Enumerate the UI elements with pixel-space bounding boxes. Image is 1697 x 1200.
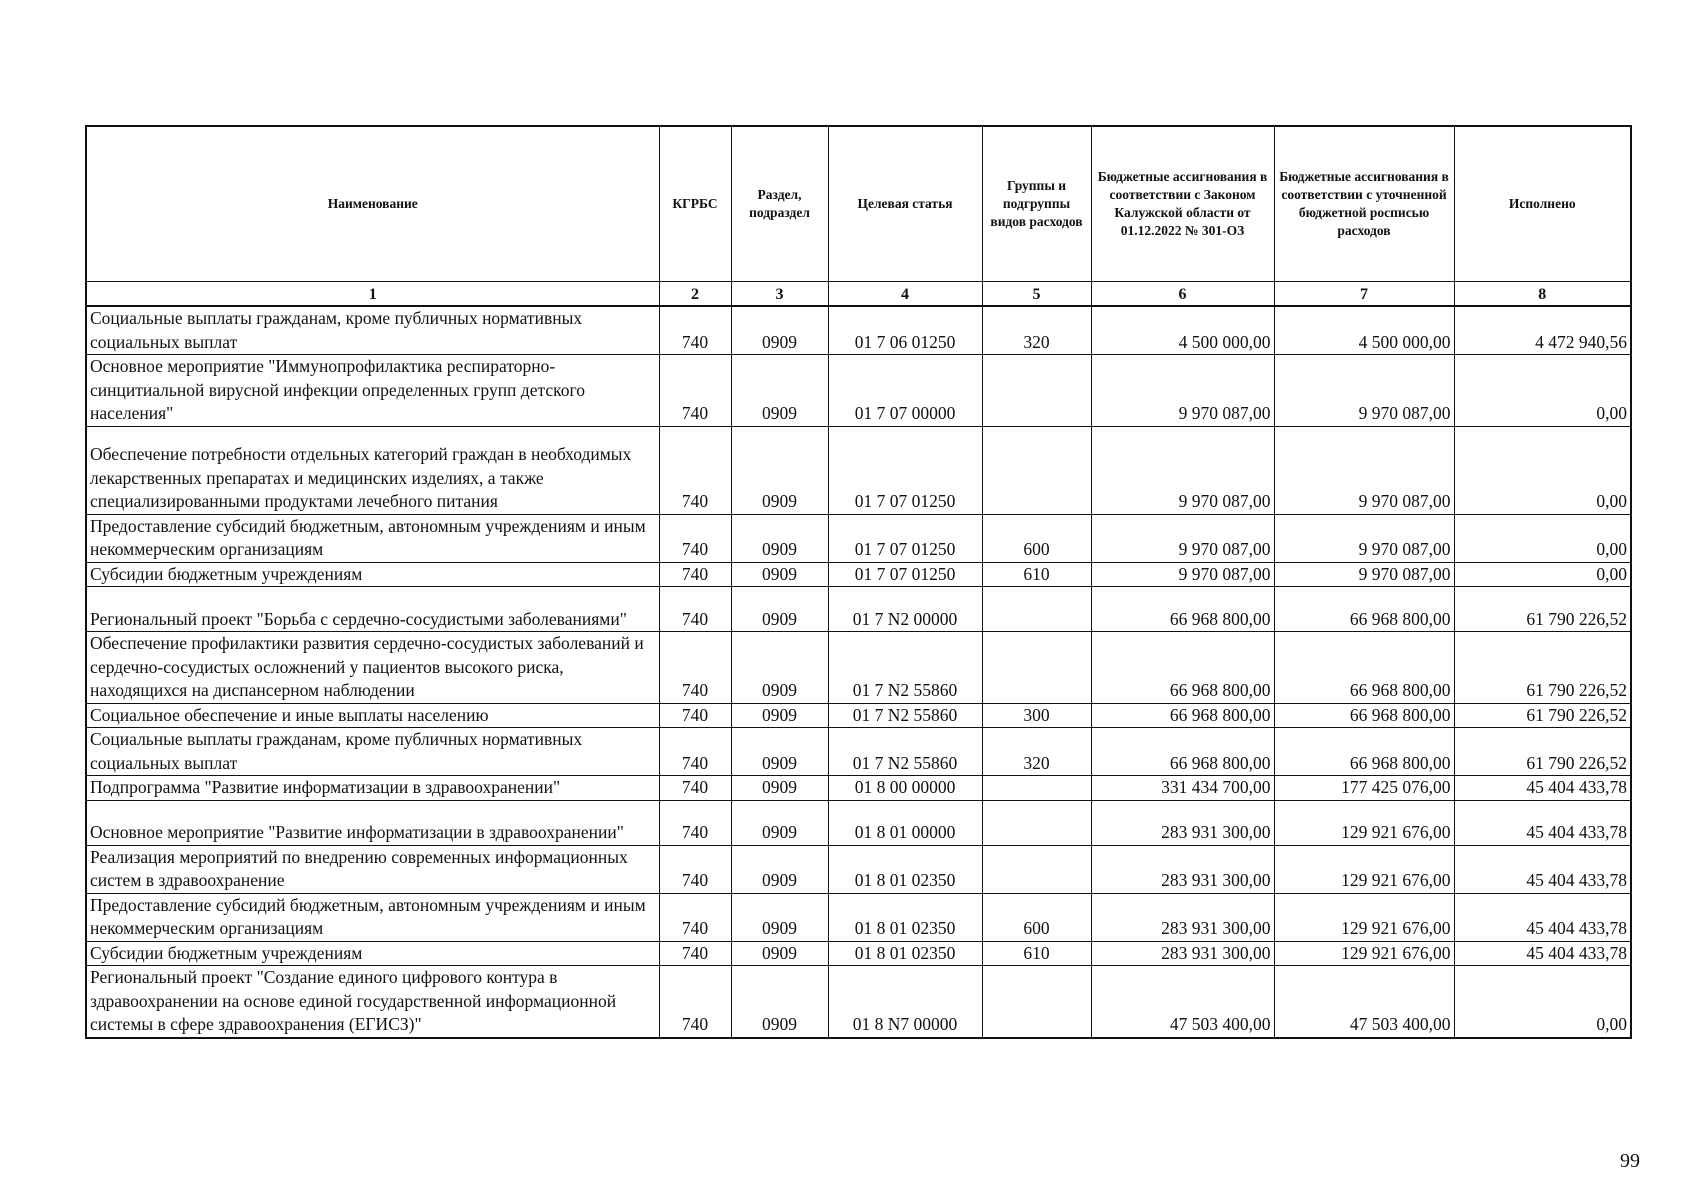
cell-target-article: 01 7 07 00000 (828, 355, 982, 427)
table-row (86, 514, 1631, 562)
column-number: 4 (828, 282, 982, 307)
cell-law-allocation: 9 970 087,00 (1091, 355, 1274, 427)
cell-target-article: 01 7 N2 55860 (828, 728, 982, 776)
cell-executed: 45 404 433,78 (1454, 893, 1631, 941)
cell-kgrbs: 740 (659, 632, 731, 704)
cell-name: Социальное обеспечение и иные выплаты населению (86, 703, 659, 728)
cell-refined-allocation: 129 921 676,00 (1274, 941, 1454, 966)
cell-executed: 0,00 (1454, 966, 1631, 1038)
cell-name: Региональный проект "Борьба с сердечно-сосудистыми заболеваниями" (86, 587, 659, 632)
cell-expense-group: 600 (982, 893, 1091, 941)
table-body (86, 306, 1631, 1038)
cell-kgrbs: 740 (659, 703, 731, 728)
cell-executed: 4 472 940,56 (1454, 306, 1631, 355)
cell-name: Социальные выплаты гражданам, кроме публичных нормативных социальных выплат (86, 728, 659, 776)
cell-expense-group: 610 (982, 941, 1091, 966)
cell-kgrbs: 740 (659, 800, 731, 845)
table-row (86, 776, 1631, 801)
column-number: 3 (731, 282, 828, 307)
cell-expense-group: 320 (982, 306, 1091, 355)
cell-name: Предоставление субсидий бюджетным, автономным учреждениям и иным некоммерческим организациям (86, 514, 659, 562)
cell-name: Обеспечение профилактики развития сердечно-сосудистых заболеваний и сердечно-сосудистых осложнений у пациентов высокого риска, находящихся на диспансерном наблюдении (86, 632, 659, 704)
cell-target-article: 01 8 00 00000 (828, 776, 982, 801)
cell-expense-group (982, 800, 1091, 845)
cell-kgrbs: 740 (659, 941, 731, 966)
cell-section: 0909 (731, 893, 828, 941)
cell-target-article: 01 7 N2 00000 (828, 587, 982, 632)
cell-expense-group (982, 966, 1091, 1038)
cell-law-allocation: 66 968 800,00 (1091, 703, 1274, 728)
cell-executed: 45 404 433,78 (1454, 845, 1631, 893)
cell-kgrbs: 740 (659, 845, 731, 893)
column-number: 2 (659, 282, 731, 307)
cell-law-allocation: 9 970 087,00 (1091, 426, 1274, 514)
cell-executed: 45 404 433,78 (1454, 776, 1631, 801)
cell-expense-group: 600 (982, 514, 1091, 562)
column-number: 7 (1274, 282, 1454, 307)
cell-section: 0909 (731, 426, 828, 514)
cell-section: 0909 (731, 845, 828, 893)
table-row (86, 355, 1631, 427)
cell-law-allocation: 283 931 300,00 (1091, 941, 1274, 966)
cell-refined-allocation: 129 921 676,00 (1274, 845, 1454, 893)
cell-refined-allocation: 47 503 400,00 (1274, 966, 1454, 1038)
cell-refined-allocation: 66 968 800,00 (1274, 703, 1454, 728)
cell-refined-allocation: 4 500 000,00 (1274, 306, 1454, 355)
cell-section: 0909 (731, 703, 828, 728)
cell-expense-group: 610 (982, 562, 1091, 587)
cell-section: 0909 (731, 562, 828, 587)
cell-law-allocation: 9 970 087,00 (1091, 562, 1274, 587)
cell-name: Региональный проект "Создание единого цифрового контура в здравоохранении на основе единой государственной информационной системы в сфере здравоохранения (ЕГИСЗ)" (86, 966, 659, 1038)
cell-law-allocation: 9 970 087,00 (1091, 514, 1274, 562)
cell-section: 0909 (731, 941, 828, 966)
cell-section: 0909 (731, 966, 828, 1038)
cell-executed: 0,00 (1454, 514, 1631, 562)
cell-section: 0909 (731, 514, 828, 562)
cell-name: Социальные выплаты гражданам, кроме публичных нормативных социальных выплат (86, 306, 659, 355)
cell-section: 0909 (731, 728, 828, 776)
page-number: 99 (1620, 1150, 1640, 1172)
cell-law-allocation: 47 503 400,00 (1091, 966, 1274, 1038)
budget-execution-table (85, 125, 1632, 1039)
column-number: 1 (86, 282, 659, 307)
cell-expense-group: 300 (982, 703, 1091, 728)
cell-refined-allocation: 66 968 800,00 (1274, 587, 1454, 632)
table-row (86, 966, 1631, 1038)
cell-refined-allocation: 9 970 087,00 (1274, 514, 1454, 562)
table-row (86, 703, 1631, 728)
cell-law-allocation: 331 434 700,00 (1091, 776, 1274, 801)
cell-kgrbs: 740 (659, 893, 731, 941)
cell-name: Подпрограмма "Развитие информатизации в здравоохранении" (86, 776, 659, 801)
cell-refined-allocation: 129 921 676,00 (1274, 800, 1454, 845)
table-row (86, 587, 1631, 632)
cell-expense-group (982, 355, 1091, 427)
cell-section: 0909 (731, 632, 828, 704)
cell-kgrbs: 740 (659, 728, 731, 776)
table-row (86, 728, 1631, 776)
cell-target-article: 01 8 01 00000 (828, 800, 982, 845)
cell-expense-group (982, 632, 1091, 704)
cell-kgrbs: 740 (659, 306, 731, 355)
cell-executed: 45 404 433,78 (1454, 800, 1631, 845)
table-row (86, 426, 1631, 514)
cell-target-article: 01 7 N2 55860 (828, 632, 982, 704)
cell-executed: 0,00 (1454, 562, 1631, 587)
cell-law-allocation: 66 968 800,00 (1091, 587, 1274, 632)
cell-refined-allocation: 9 970 087,00 (1274, 562, 1454, 587)
cell-expense-group: 320 (982, 728, 1091, 776)
table-row (86, 845, 1631, 893)
header-law-allocations: Бюджетные ассигнования в соответствии с Законом Калужской области от 01.12.2022 № 301-ОЗ (1091, 126, 1274, 282)
header-executed: Исполнено (1454, 126, 1631, 282)
header-expense-groups: Группы и подгруппы видов расходов (982, 126, 1091, 282)
cell-kgrbs: 740 (659, 426, 731, 514)
cell-target-article: 01 7 07 01250 (828, 562, 982, 587)
cell-law-allocation: 283 931 300,00 (1091, 800, 1274, 845)
cell-law-allocation: 4 500 000,00 (1091, 306, 1274, 355)
cell-target-article: 01 8 01 02350 (828, 893, 982, 941)
column-number: 5 (982, 282, 1091, 307)
header-row (86, 126, 1631, 282)
cell-name: Субсидии бюджетным учреждениям (86, 562, 659, 587)
cell-executed: 61 790 226,52 (1454, 587, 1631, 632)
cell-executed: 61 790 226,52 (1454, 703, 1631, 728)
cell-expense-group (982, 845, 1091, 893)
column-number: 6 (1091, 282, 1274, 307)
cell-target-article: 01 7 07 01250 (828, 514, 982, 562)
cell-refined-allocation: 66 968 800,00 (1274, 632, 1454, 704)
cell-name: Реализация мероприятий по внедрению современных информационных систем в здравоохранение (86, 845, 659, 893)
cell-refined-allocation: 9 970 087,00 (1274, 355, 1454, 427)
cell-target-article: 01 8 01 02350 (828, 845, 982, 893)
header-target-article: Целевая статья (828, 126, 982, 282)
cell-name: Основное мероприятие "Развитие информатизации в здравоохранении" (86, 800, 659, 845)
cell-name: Обеспечение потребности отдельных категорий граждан в необходимых лекарственных препаратах и медицинских изделиях, а также специализированными продуктами лечебного питания (86, 426, 659, 514)
cell-kgrbs: 740 (659, 776, 731, 801)
cell-expense-group (982, 426, 1091, 514)
cell-target-article: 01 7 07 01250 (828, 426, 982, 514)
cell-name: Предоставление субсидий бюджетным, автономным учреждениям и иным некоммерческим организациям (86, 893, 659, 941)
cell-target-article: 01 7 06 01250 (828, 306, 982, 355)
cell-executed: 61 790 226,52 (1454, 632, 1631, 704)
cell-expense-group (982, 587, 1091, 632)
header-section: Раздел, подраздел (731, 126, 828, 282)
cell-refined-allocation: 66 968 800,00 (1274, 728, 1454, 776)
cell-executed: 45 404 433,78 (1454, 941, 1631, 966)
cell-law-allocation: 283 931 300,00 (1091, 893, 1274, 941)
column-number-row (86, 282, 1631, 307)
cell-kgrbs: 740 (659, 562, 731, 587)
cell-section: 0909 (731, 587, 828, 632)
cell-refined-allocation: 177 425 076,00 (1274, 776, 1454, 801)
cell-law-allocation: 66 968 800,00 (1091, 728, 1274, 776)
cell-law-allocation: 283 931 300,00 (1091, 845, 1274, 893)
cell-name: Основное мероприятие "Иммунопрофилактика респираторно-синцитиальной вирусной инфекции определенных групп детского населения" (86, 355, 659, 427)
header-refined-allocations: Бюджетные ассигнования в соответствии с уточненной бюджетной росписью расходов (1274, 126, 1454, 282)
cell-section: 0909 (731, 306, 828, 355)
cell-section: 0909 (731, 776, 828, 801)
table-row (86, 562, 1631, 587)
cell-executed: 0,00 (1454, 426, 1631, 514)
table-row (86, 893, 1631, 941)
cell-law-allocation: 66 968 800,00 (1091, 632, 1274, 704)
header-name: Наименование (86, 126, 659, 282)
column-number: 8 (1454, 282, 1631, 307)
cell-executed: 0,00 (1454, 355, 1631, 427)
cell-expense-group (982, 776, 1091, 801)
cell-section: 0909 (731, 355, 828, 427)
cell-kgrbs: 740 (659, 514, 731, 562)
cell-executed: 61 790 226,52 (1454, 728, 1631, 776)
cell-target-article: 01 8 01 02350 (828, 941, 982, 966)
cell-kgrbs: 740 (659, 966, 731, 1038)
cell-target-article: 01 8 N7 00000 (828, 966, 982, 1038)
table-row (86, 306, 1631, 355)
header-kgrbs: КГРБС (659, 126, 731, 282)
cell-kgrbs: 740 (659, 355, 731, 427)
table-row (86, 941, 1631, 966)
table-row (86, 800, 1631, 845)
cell-name: Субсидии бюджетным учреждениям (86, 941, 659, 966)
cell-kgrbs: 740 (659, 587, 731, 632)
cell-refined-allocation: 9 970 087,00 (1274, 426, 1454, 514)
cell-target-article: 01 7 N2 55860 (828, 703, 982, 728)
table-row (86, 632, 1631, 704)
cell-refined-allocation: 129 921 676,00 (1274, 893, 1454, 941)
cell-section: 0909 (731, 800, 828, 845)
